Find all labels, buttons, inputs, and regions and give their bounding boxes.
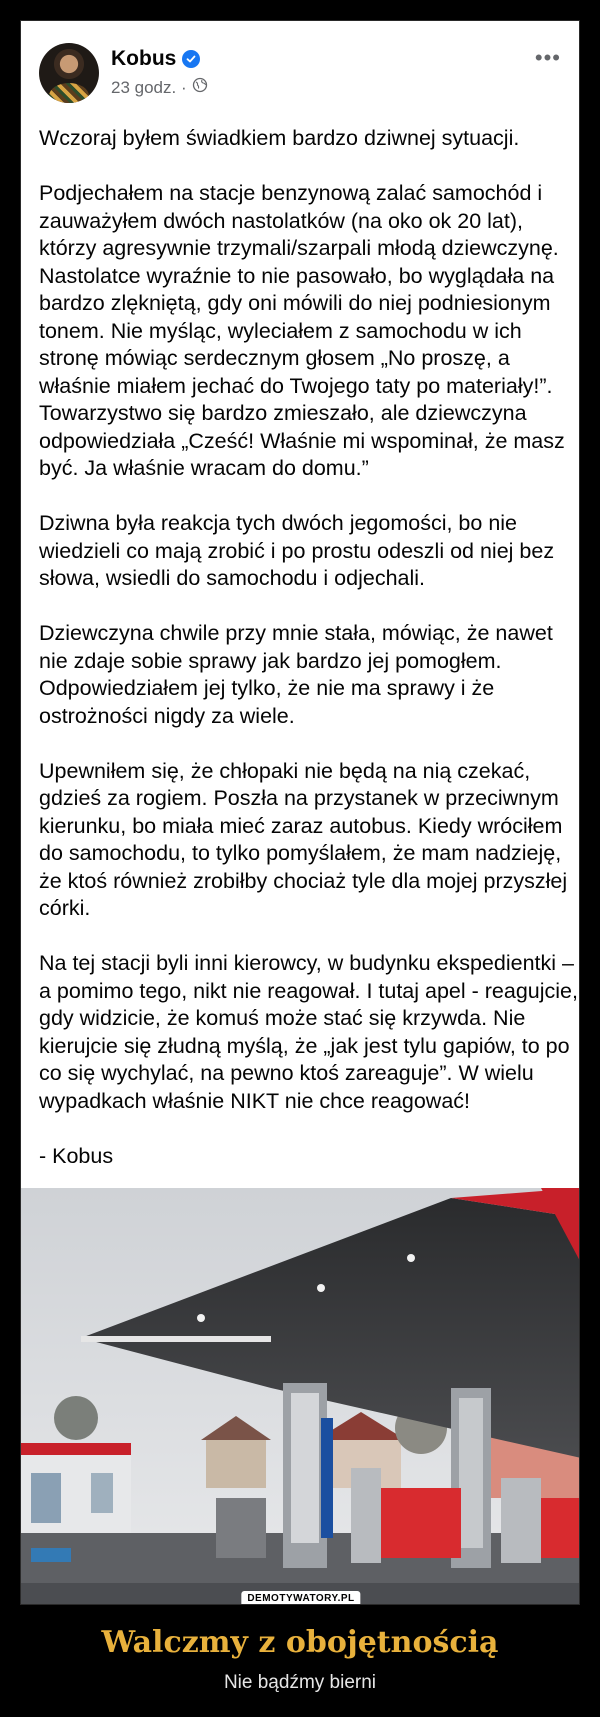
more-options-icon[interactable]: •••	[534, 45, 561, 70]
watermark: DEMOTYWATORY.PL	[241, 1591, 360, 1605]
post-paragraph: Wczoraj byłem świadkiem bardzo dziwnej sytuacji.	[39, 126, 520, 150]
verified-badge-icon	[182, 50, 200, 68]
post-paragraph: Na tej stacji byli inni kierowcy, w budynku ekspedientki – a pomimo tego, nikt nie reagował. I tutaj apel - reagujcie, gdy widzicie, że komuś może stać się krzywda. Nie kierujcie się złudną myślą, że „jak jest tylu gapiów, to po co się wychylać, na pewno ktoś zareaguje”. W wielu wypadkach właśnie NIKT nie chce reagować!	[39, 951, 578, 1113]
post-paragraph: Podjechałem na stacje benzynową zalać samochód i zauważyłem dwóch nastolatków (na oko ok 20 lat), którzy agresywnie trzymali/szarpali młodą dziewczynę. Nastolatce wyraźnie to nie pasowało, bo wyglądała na bardzo zlękniętą, gdy oni mówili do niej podniesionym tonem. Nie myśląc, wyleciałem z samochodu w ich stronę mówiąc serdecznym głosem „No proszę, a właśnie miałem jechać do Twojego taty po materiały!”. Towarzystwo się bardzo zmieszało, ale dziewczyna odpowiedziała „Cześć! Właśnie mi wspominał, że masz być. Ja właśnie wracam do domu.”	[39, 181, 565, 480]
caption-subtitle: Nie bądźmy bierni	[223, 1672, 377, 1693]
post-paragraph: Upewniłem się, że chłopaki nie będą na nią czekać, gdzieś za rogiem. Poszła na przystanek w przeciwnym kierunku, bo miała mieć zaraz autobus. Kiedy wróciłem do samochodu, to tylko pomyślałem, że mam nadzieję, że ktoś również zrobiłby chociaż tyle dla mojej przyszłej córki.	[39, 758, 568, 920]
caption-title: Walczmy z obojętnością	[101, 1625, 499, 1660]
author-row	[111, 47, 200, 71]
globe-icon	[192, 77, 208, 98]
post-paragraph: Dziwna była reakcja tych dwóch jegomości, bo nie wiedzieli co mają zrobić i po prostu odeszli od niej bez słowa, wsiedli do samochodu i odjechali.	[39, 511, 555, 590]
post-paragraph: Dziewczyna chwile przy mnie stała, mówiąc, że nawet nie zdaje sobie sprawy jak bardzo jej pomogłem. Odpowiedziałem jej tylko, że nie ma sprawy i że ostrożności nigdy za wiele.	[39, 621, 553, 728]
gas-station-illustration	[21, 1188, 580, 1605]
post-header	[39, 43, 561, 103]
author-name[interactable]: Kobus	[111, 47, 177, 70]
post-time[interactable]: 23 godz. ·	[111, 77, 187, 97]
avatar[interactable]	[39, 43, 99, 103]
gas-station-photo	[21, 1188, 580, 1605]
post-signature: - Kobus	[39, 1143, 114, 1168]
post-meta	[111, 77, 208, 98]
demotivator-frame	[20, 20, 580, 1605]
post-text	[39, 125, 579, 1198]
